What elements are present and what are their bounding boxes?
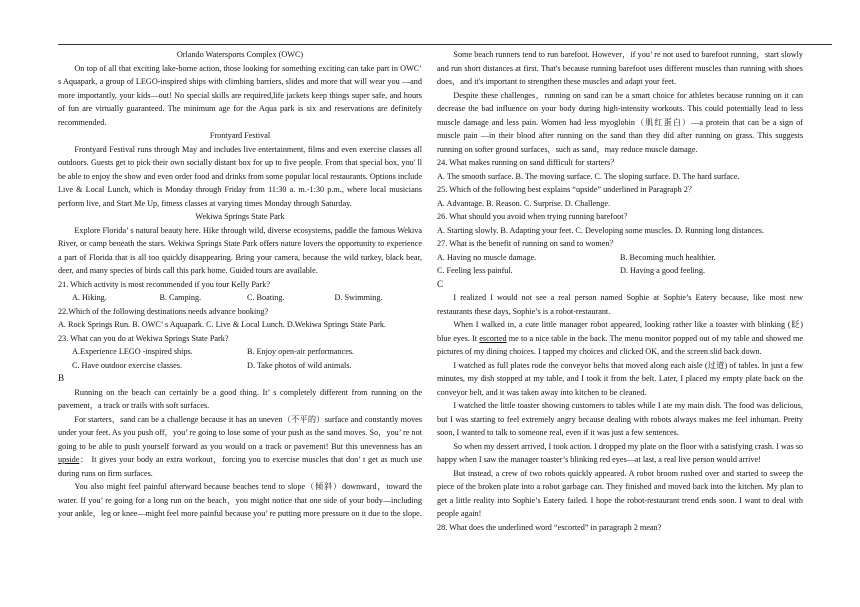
ff-title: Frontyard Festival: [209, 131, 271, 140]
option-b: B. Camping.: [159, 293, 202, 302]
c-paragraph-3: I watched as full plates rode the conveyor belts that moved along each aisle (过道) of tables. In just a few minutes, my dish stopped at my table, and I took it from the belt. Later, I placed my empty plate back on the conveyor belt, and it was taken away into kitchen to be cleaned.: [437, 360, 803, 397]
option-c: C. Boating.: [247, 293, 285, 302]
question-25-options: A. Advantage. B. Reason. C. Surprise. D. Challenge.: [437, 198, 611, 208]
question-25: 25. Which of the following best explains “upside” underlined in Paragraph 2？: [437, 185, 697, 194]
ff-paragraph: Frontyard Festival runs through May and includes live entertainment, films and even exercise classes all outdoors. Guests get to pick their own socially distant box for up to five people. From that special box, you' ll be able to enjoy the show and even order food and drinks from some popular local restaurants. Options include Live & Local Lunch, which is Monday through Friday from 11:30 a. m.-1:30 p.m., where local musicians perform live, and Start Me Up, fitness classes at varying times Monday through Saturday.: [58, 144, 422, 208]
b-paragraph-3: You also might feel painful afterward because beaches tend to slope（倾斜）downward，toward the water. If you’ re going for a long run on the beach，you might notice that one side of your body—including your ankle，leg or knee—might feel more painful because you’ re putting more pressure on it due to the slope.: [58, 482, 422, 518]
question-23: 23. What can you do at Wekiwa Springs State Park?: [58, 333, 229, 343]
option-b: B. Becoming much healthier.: [620, 252, 716, 262]
question-22-options: A. Rock Springs Run. B. OWC’ s Aquapark. C. Live & Local Lunch. D.Wekiwa Springs State Park.: [58, 320, 387, 329]
option-a: A.Experience LEGO -inspired ships.: [72, 347, 193, 356]
option-b: B. Enjoy open-air performances.: [247, 347, 355, 356]
option-d: D. Take photos of wild animals.: [247, 360, 352, 370]
c-paragraph-5: So when my dessert arrived, I took action. I dropped my plate on the floor with a satisfying crash. I was so happy when I saw the manager toaster’s blinking red eyes—at last, a real live person would arrive!: [437, 441, 803, 464]
question-23-options-ab: [58, 345, 422, 359]
owc-paragraph: On top of all that exciting lake-borne action, those looking for something exciting can take part in OWC’ s Aquapark, a group of LEGO-inspired ships with climbing barriers, slides and more that will wear you —and more importantly, your kids—out! No special skills are required,life jackets keep things super safe, and hours of fun are virtually guaranteed. The minimum age for the Aqua park is six and reservations are definitely recommended.: [58, 63, 422, 127]
question-26-options: A. Starting slowly. B. Adapting your feet. C. Developing some muscles. D. Running long distances.: [437, 225, 764, 235]
question-21: 21. Which activity is most recommended if you tour Kelly Park?: [58, 279, 270, 289]
b-paragraph-4: Some beach runners tend to run barefoot. However，if you’ re not used to barefoot running，start slowly and run short distances at first. That's because running barefoot uses different muscles than running with shoes does，and it's important to strengthen these muscles and adapt your feet.: [437, 50, 803, 86]
b-paragraph-5: Despite these challenges，running on sand can be a smart choice for athletes because running on it can decrease the bad influence on your body during high-intensity workouts. This could potentially lead to less muscle damage and less pain. Women had less myoglobin（肌红蛋白）—a protein that can be a sign of muscle pain —in their blood after running on the sand than they did after running on grass. This suggests running on softer ground surfaces，such as sand，may reduce muscle damage.: [437, 90, 803, 154]
b-paragraph-2-text: For starters，sand can be a challenge because it has an uneven（不平的）surface and constantly moves under your feet. As you push off，you’ re going to lose some of your push as the sand moves. So，you’ re not going to be able to push yourself forward as you would on a track or pavement! But this unevenness has an: [58, 414, 422, 451]
question-23-options-cd: [58, 359, 422, 373]
c-paragraph-2-text: When I walked in, a cute little manager robot appeared, looking rather like a toaster with blinking (眨) blue eyes. It: [437, 320, 803, 343]
question-22: 22.Which of the following destinations needs advance booking?: [58, 306, 269, 316]
c-paragraph-2: [437, 318, 803, 359]
c-paragraph-4: I watched the little toaster showing customers to tables while I ate my main dish. The food was delicious, but I was starting to feel extremely angry because dealing with robots always makes me feel inhuman. Pretty soon, I wanted to talk to someone real, even if it was just a few sentences.: [437, 401, 803, 437]
option-c: C. Feeling less painful.: [437, 266, 513, 275]
question-21-options: [58, 291, 422, 305]
question-27-options-cd: [437, 264, 803, 278]
underlined-word-escorted: escorted: [479, 333, 507, 343]
wk-paragraph: Explore Florida’ s natural beauty here. Hike through wild, diverse ecosystems, paddle the famous Wekiva River, or camp beneath the stars. Wekiwa Springs State Park offers nature lovers the opportunity to experience a part of Florida that is all too quickly disappearing. Bring your camera, because the wild turkey, black bear, deer, and many species of birds call this park home. Guided tours are available.: [58, 225, 422, 275]
option-a: A. Hiking.: [72, 293, 107, 302]
b-paragraph-2: [58, 413, 422, 481]
option-d: D. Swimming.: [334, 293, 383, 302]
question-24: 24. What makes running on sand difficult for starters？: [437, 158, 619, 167]
right-column: [437, 48, 803, 534]
option-d: D. Having a good feeling.: [620, 266, 706, 275]
question-27: 27. What is the benefit of running on sand to women？: [437, 239, 618, 248]
c-paragraph-2-text-end: me to a nice table in the back. The menu monitor popped out of my table and showed me pictures of my dining choices. I tapped my choices and clicked OK, and the screen slid back down.: [437, 333, 803, 356]
section-b-heading: B: [58, 373, 65, 383]
b-paragraph-1: Running on the beach can certainly be a good thing. It’ s completely different from running on the pavement，a track or trails with soft surfaces.: [58, 387, 422, 410]
question-28: 28. What does the underlined word “escorted” in paragraph 2 mean?: [437, 522, 662, 532]
question-24-options: A. The smooth surface. B. The moving surface. C. The sloping surface. D. The hard surface.: [437, 171, 740, 181]
option-c: C. Have outdoor exercise classes.: [72, 360, 183, 370]
option-a: A. Having no muscle damage.: [437, 252, 537, 262]
question-26: 26. What should you avoid when trying running barefoot？: [437, 212, 632, 221]
section-c-heading: C: [437, 278, 444, 289]
left-column: [58, 48, 422, 521]
question-27-options-ab: [437, 251, 803, 265]
header-rule: [58, 44, 832, 45]
c-paragraph-1: I realized I would not see a real person named Sophie at Sophie’s Eatery because, like most new restaurants these days, Sophie’s is a robot-restaurant.: [437, 293, 803, 316]
owc-title: Orlando Watersports Complex (OWC): [176, 50, 304, 59]
b-paragraph-2-text-end: ： It gives your body an extra workout，forcing you to exercise muscles that don’ t get as much use during runs on firm surfaces.: [58, 455, 422, 478]
underlined-word-upside: upside: [58, 455, 80, 464]
c-paragraph-6: But instead, a crew of two robots quickly appeared. A robot broom rushed over and started to sweep the piece of the broken plate into a robot garbage can. They finished and moved back into the kitchen. My plan to get a little reality into Sophie’s Eatery failed. I hope the robot-restaurant trend ends soon. I want to deal with people again!: [437, 468, 803, 518]
wk-title: Wekiwa Springs State Park: [195, 212, 285, 221]
